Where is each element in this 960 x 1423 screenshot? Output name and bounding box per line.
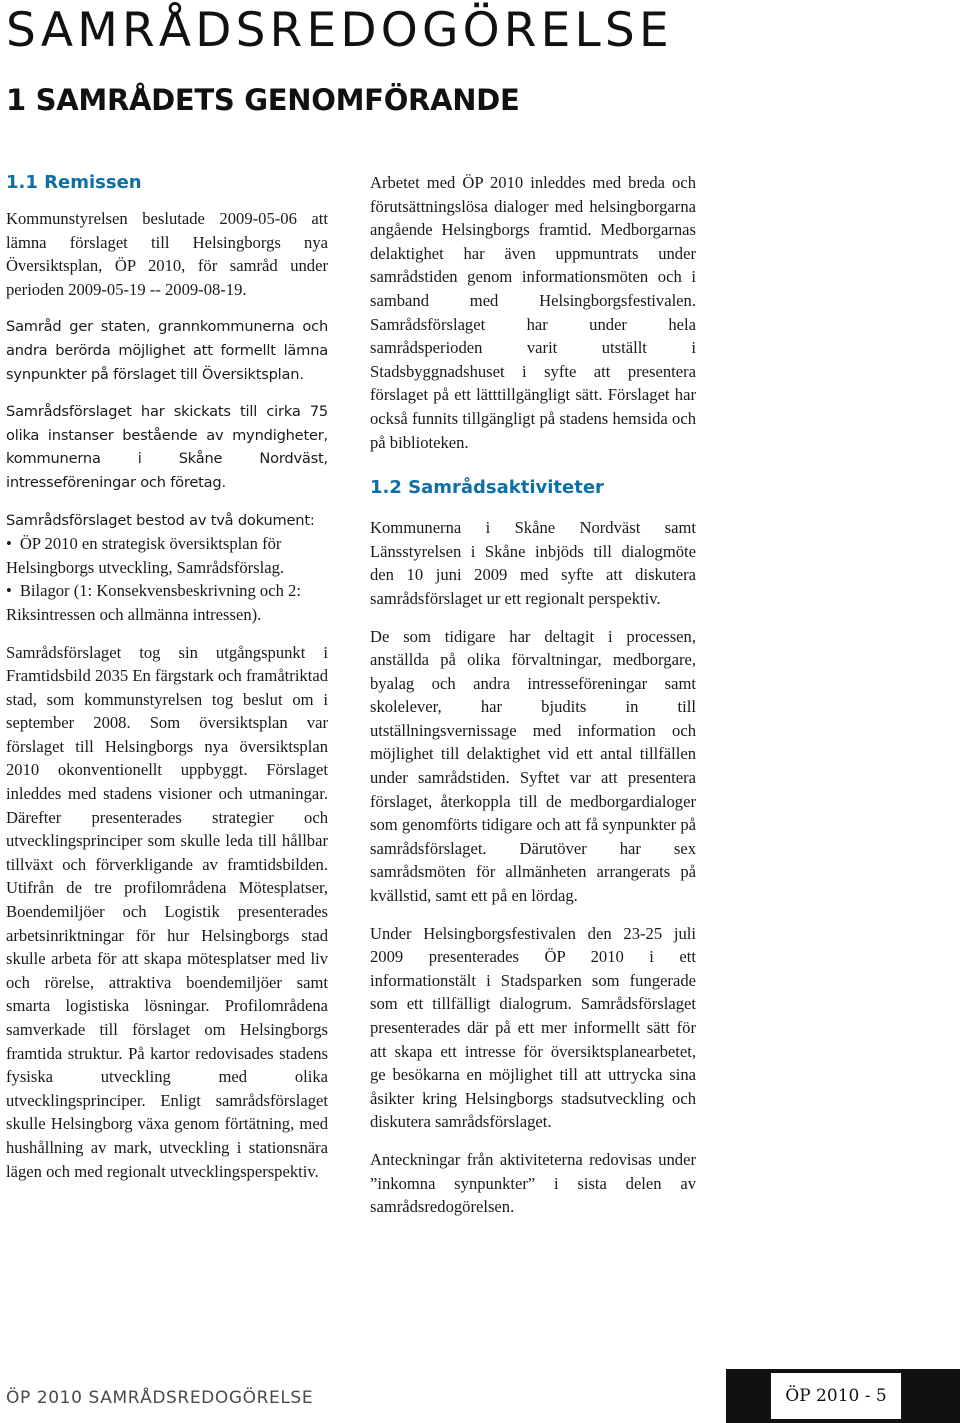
paragraph: Under Helsingborgsfestivalen den 23-25 juli 2009 presenterades ÖP 2010 i ett informationstält i Stadsparken som fungerade som ett tillfälligt dialogrum. Samrådsförslaget presenterades där på ett mer informellt sätt för att skapa ett intresse för översiktsplanearbetet, ge besökarna en möjlighet till att uttrycka sina åsikter kring Helsingborgs stadsutveckling och diskutera samrådsförslaget. — [370, 923, 696, 1132]
list-item: • ÖP 2010 en strategisk översiktsplan för Helsingborgs utveckling, Samrådsförslag. — [6, 532, 328, 579]
paragraph: Samrådsförslaget bestod av två dokument: — [6, 511, 315, 529]
paragraph: Anteckningar från aktiviteterna redovisas under ”inkomna synpunkter” i sista delen av samrådsredogörelsen. — [370, 1149, 696, 1217]
document-title: SAMRÅDSREDOGÖRELSE — [6, 3, 673, 58]
section-heading-samradsaktiviteter: 1.2 Samrådsaktiviteter — [370, 477, 604, 499]
paragraph: Kommunstyrelsen beslutade 2009-05-06 att lämna förslaget till Helsingborgs nya Översiktsplan, ÖP 2010, för samråd under perioden 2009-05-19 -- 2009-08-19. — [6, 209, 328, 299]
paragraph: Kommunerna i Skåne Nordväst samt Länsstyrelsen i Skåne inbjöds till dialogmöte den 10 juni 2009 med syfte att diskutera samrådsförslaget ur ett regionalt perspektiv. — [370, 518, 696, 608]
left-column — [6, 171, 328, 1197]
chapter-heading: 1 SAMRÅDETS GENOMFÖRANDE — [6, 83, 520, 117]
page-number: ÖP 2010 - 5 — [771, 1373, 901, 1419]
paragraph: De som tidigare har deltagit i processen, anställda på olika förvaltningar, medborgare, byalag och andra intresseföreningar samt skolelever, har bjudits in till utställningsvernissage med information och möjlighet till delaktighet vid ett antal tillfällen under samrådstiden. Syftet var att presentera förslaget, återkoppla till de medborgardialoger som genomförts tidigare och att få synpunkter på samrådsförslaget. Därutöver har sex samrådsmöten för allmänheten arrangerats på kvällstid, samt ett på en lördag. — [370, 626, 696, 906]
right-column — [370, 171, 696, 1233]
document-list — [6, 532, 328, 626]
section-heading-remissen: 1.1 Remissen — [6, 172, 142, 193]
footer-running-title: ÖP 2010 SAMRÅDSREDOGÖRELSE — [6, 1388, 314, 1408]
paragraph: Samrådsförslaget har skickats till cirka 75 olika instanser bestående av myndigheter, kommunerna i Skåne Nordväst, intresseföreningar och företag. — [6, 403, 328, 491]
list-item: • Bilagor (1: Konsekvensbeskrivning och 2: Riksintressen och allmänna intressen). — [6, 579, 328, 626]
paragraph: Samråd ger staten, grannkommunerna och andra berörda möjlighet att formellt lämna synpunkter på förslaget till Översiktsplan. — [6, 318, 328, 383]
paragraph: Arbetet med ÖP 2010 inleddes med breda och förutsättningslösa dialoger med helsingborgarna angående Helsingborgs framtid. Medborgarnas delaktighet har även uppmuntrats under samrådstiden genom informationsmöten och i samband med Helsingborgsfestivalen. Samrådsförslaget har under hela samrådsperioden varit utställt i Stadsbyggnadshuset i syfte att presentera förslaget på ett lätttillgängligt sätt. Förslaget har också funnits tillgängligt på stadens hemsida och på biblioteken. — [370, 173, 696, 452]
paragraph: Samrådsförslaget tog sin utgångspunkt i Framtidsbild 2035 En färgstark och framåtriktad stad, som kommunstyrelsen tog beslut om i september 2008. Som översiktsplan var förslaget till Helsingborgs nya översiktsplan 2010 okonventionellt uppbyggt. Förslaget inleddes med stadens visioner och utmaningar. Därefter presenterades strategier och utvecklingsprinciper som skulle leda till hållbar tillväxt och förverkligande av framtidsbilden. Utifrån de tre profilområdena Mötesplatser, Boendemiljöer och Logistik presenterades arbetsinriktningar för hur Helsingborgs stad skulle arbeta för att skapa mötesplatser med liv och rörelse, attraktiva boendemiljöer samt smarta logistiska lösningar. Profilområdena samverkade till förslaget om Helsingborgs framtida struktur. På kartor redovisades stadens fysiska utveckling med olika utvecklingsprinciper. Enligt samrådsförslaget skulle Helsingborg växa genom förtätning, med hushållning av mark, utveckling i stationsnära lägen och med regionalt utvecklingsperspektiv. — [6, 642, 328, 1181]
